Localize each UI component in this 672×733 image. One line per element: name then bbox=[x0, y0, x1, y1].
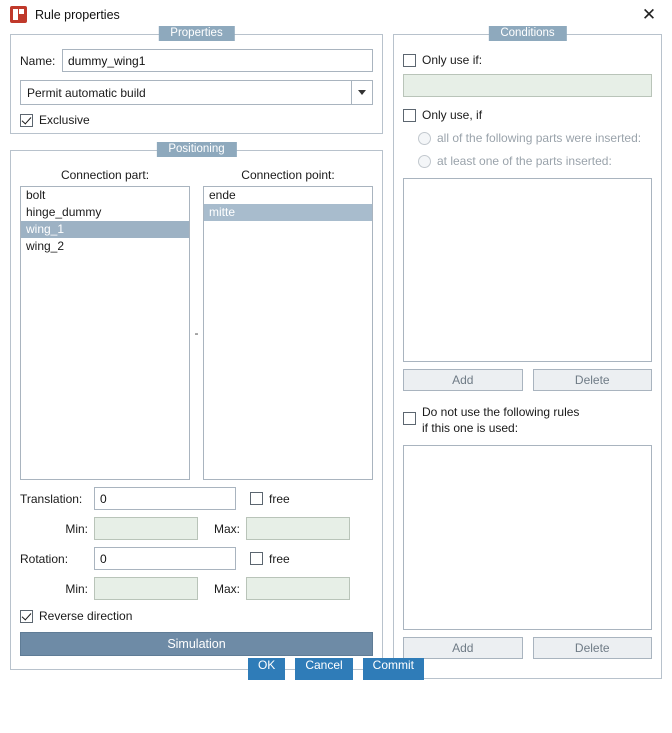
only-use-if-checkbox[interactable] bbox=[403, 54, 416, 67]
rotation-row bbox=[20, 547, 373, 570]
reverse-direction-row[interactable] bbox=[20, 609, 373, 623]
list-item[interactable]: wing_2 bbox=[26, 239, 65, 253]
translation-minmax-row bbox=[20, 517, 373, 540]
translation-input[interactable] bbox=[94, 487, 236, 510]
rules-buttons-row bbox=[403, 637, 652, 659]
parts-condition-list[interactable] bbox=[403, 178, 652, 362]
build-mode-select[interactable] bbox=[20, 80, 373, 105]
radio-all-parts-row[interactable] bbox=[418, 131, 652, 145]
left-column bbox=[10, 27, 383, 689]
radio-at-least-one-row[interactable] bbox=[418, 154, 652, 168]
parts-buttons-row bbox=[403, 369, 652, 391]
exclude-rules-label-line2: if this one is used: bbox=[422, 421, 519, 435]
translation-max-input[interactable] bbox=[246, 517, 350, 540]
translation-min-input[interactable] bbox=[94, 517, 198, 540]
translation-free-checkbox[interactable] bbox=[250, 492, 263, 505]
rotation-free-label: free bbox=[269, 551, 290, 566]
cancel-button[interactable]: Cancel bbox=[295, 658, 352, 680]
only-use-if-label: Only use if: bbox=[422, 53, 483, 67]
dialog-footer bbox=[0, 658, 672, 680]
only-use-if2-row[interactable] bbox=[403, 108, 652, 122]
translation-max-label: Max: bbox=[213, 521, 240, 536]
chevron-down-icon[interactable] bbox=[351, 81, 372, 104]
rotation-min-label: Min: bbox=[65, 581, 88, 596]
reverse-direction-checkbox[interactable] bbox=[20, 610, 33, 623]
translation-row bbox=[20, 487, 373, 510]
translation-label: Translation: bbox=[20, 491, 83, 506]
title-bar bbox=[0, 0, 672, 30]
only-use-if-input[interactable] bbox=[403, 74, 652, 97]
rules-add-button[interactable]: Add bbox=[403, 637, 523, 659]
radio-at-least-one-label: at least one of the parts inserted: bbox=[437, 154, 612, 168]
list-item[interactable]: bolt bbox=[26, 188, 46, 202]
only-use-if2-checkbox[interactable] bbox=[403, 109, 416, 122]
rule-app-icon bbox=[10, 6, 27, 23]
translation-min-label: Min: bbox=[65, 521, 88, 536]
list-item[interactable]: ende bbox=[209, 188, 236, 202]
dialog-content bbox=[0, 27, 672, 690]
rotation-max-input[interactable] bbox=[246, 577, 350, 600]
simulation-button[interactable]: Simulation bbox=[20, 632, 373, 656]
list-separator: - bbox=[194, 326, 199, 340]
exclusive-label: Exclusive bbox=[39, 113, 90, 127]
exclude-rules-row[interactable] bbox=[403, 404, 652, 436]
exclude-rules-checkbox[interactable] bbox=[403, 412, 416, 425]
rotation-min-input[interactable] bbox=[94, 577, 198, 600]
positioning-group bbox=[10, 143, 383, 670]
name-label: Name: bbox=[20, 53, 56, 68]
connection-part-list[interactable] bbox=[20, 186, 190, 480]
radio-all-parts-label: all of the following parts were inserted: bbox=[437, 131, 642, 145]
exclusive-checkbox[interactable] bbox=[20, 114, 33, 127]
list-separator-spacer bbox=[190, 168, 203, 182]
excluded-rules-list[interactable] bbox=[403, 445, 652, 630]
rotation-input[interactable] bbox=[94, 547, 236, 570]
window-title: Rule properties bbox=[35, 7, 120, 22]
rotation-label: Rotation: bbox=[20, 551, 69, 566]
close-icon[interactable]: ✕ bbox=[641, 5, 657, 24]
right-column bbox=[393, 27, 662, 689]
only-use-if-row[interactable] bbox=[403, 53, 652, 67]
only-use-if2-label: Only use, if bbox=[422, 108, 483, 122]
reverse-direction-label: Reverse direction bbox=[39, 609, 133, 623]
commit-button[interactable]: Commit bbox=[363, 658, 424, 680]
rotation-free-checkbox[interactable] bbox=[250, 552, 263, 565]
ok-button[interactable]: OK bbox=[248, 658, 285, 680]
radio-at-least-one[interactable] bbox=[418, 155, 431, 168]
list-item[interactable]: wing_1 bbox=[21, 221, 189, 238]
translation-free-label: free bbox=[269, 491, 290, 506]
list-item[interactable]: mitte bbox=[204, 204, 372, 221]
properties-group bbox=[10, 27, 383, 134]
positioning-legend: Positioning bbox=[156, 142, 236, 157]
connection-point-label: Connection point: bbox=[241, 168, 335, 182]
parts-add-button[interactable]: Add bbox=[403, 369, 523, 391]
parts-delete-button[interactable]: Delete bbox=[533, 369, 653, 391]
radio-all-parts[interactable] bbox=[418, 132, 431, 145]
rotation-max-label: Max: bbox=[213, 581, 240, 596]
list-item[interactable]: hinge_dummy bbox=[26, 205, 102, 219]
conditions-group bbox=[393, 27, 662, 679]
build-mode-value: Permit automatic build bbox=[27, 85, 146, 100]
exclusive-checkbox-row[interactable] bbox=[20, 113, 373, 127]
conditions-legend: Conditions bbox=[488, 26, 566, 41]
rules-delete-button[interactable]: Delete bbox=[533, 637, 653, 659]
rotation-minmax-row bbox=[20, 577, 373, 600]
name-input[interactable] bbox=[62, 49, 373, 72]
properties-legend: Properties bbox=[158, 26, 234, 41]
exclude-rules-label-line1: Do not use the following rules bbox=[422, 405, 580, 419]
connection-part-label: Connection part: bbox=[60, 168, 150, 182]
connection-point-list[interactable] bbox=[203, 186, 373, 480]
